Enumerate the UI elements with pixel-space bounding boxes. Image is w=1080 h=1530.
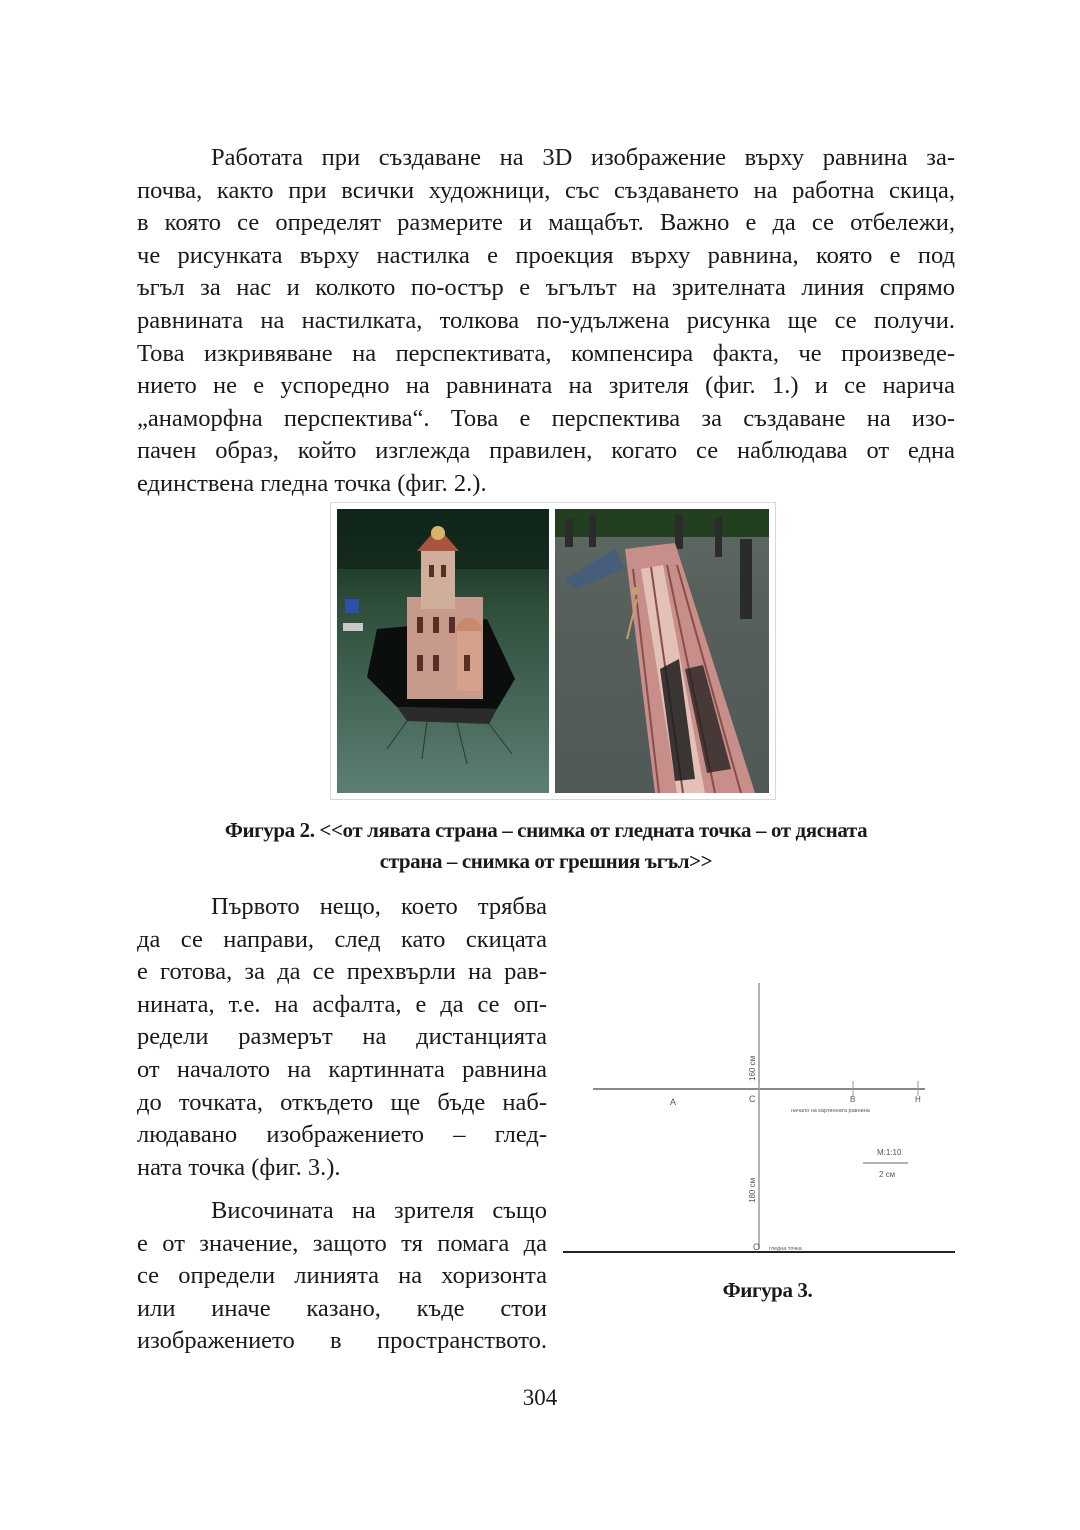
point-c-label: C (749, 1094, 756, 1104)
figure-2-photos (330, 502, 776, 800)
text-line: или иначе казано, къде стои (137, 1294, 547, 1322)
text-line: почва, както при всички художници, със създаването на работна скица, (137, 176, 955, 204)
text-line: Височината на зрителя също (211, 1197, 547, 1224)
caption-line: Фигура 2. <<от лявата страна – снимка от гледната точка – от дясната (224, 818, 868, 842)
figure-2-caption (137, 815, 955, 877)
scale-label: М:1:10 (877, 1148, 902, 1157)
paragraph-intro (137, 142, 955, 501)
text-line: че рисунката върху настилка е проекция върху равнина, която е под (137, 241, 955, 269)
viewpoint-label: гледна точка (769, 1246, 802, 1252)
text-line: в която се определят размерите и мащабът. Важно е да се отбележи, (137, 209, 955, 237)
text-line: „анаморфна перспектива“. Това е перспектива за създаване на изо- (137, 404, 955, 432)
photo-wrong-angle (555, 509, 769, 793)
text-line: до точката, откъдето ще бъде наб- (137, 1088, 547, 1116)
text-line: изображението в пространството. (137, 1327, 547, 1355)
text-line: единствена гледна точка (фиг. 2.). (137, 469, 487, 497)
point-a-label: A (670, 1097, 677, 1107)
text-line: Първото нещо, което трябва (211, 893, 547, 920)
caption-line: страна – снимка от грешния ъгъл>> (379, 849, 713, 873)
text-line: ната точка (фиг. 3.). (137, 1153, 341, 1181)
viewpoint-o-label: O (753, 1242, 761, 1252)
text-line: равнината на настилката, толкова по-удължена рисунка ще се получи. (137, 306, 955, 334)
text-line: Работата при създаване на 3D изображение върху равнина за- (211, 144, 955, 171)
text-line: нината, т.е. на асфалта, е да се оп- (137, 990, 547, 1018)
figure-3-caption: Фигура 3. (722, 1278, 813, 1302)
text-line: е от значение, защото тя помага да (137, 1229, 547, 1257)
text-line: от началото на картинната равнина (137, 1055, 547, 1083)
text-line: пачен образ, който изглежда правилен, когато се наблюдава от една (137, 437, 955, 465)
text-line: нието не е успоредно на равнината на зрителя (фиг. 1.) и се нарича (137, 372, 955, 400)
text-line: е готова, за да се прехвърли на рав- (137, 958, 547, 986)
text-line: се определи линията на хоризонта (137, 1262, 547, 1290)
text-line: да се направи, след като скицата (137, 925, 547, 953)
text-line: людавано изображението – глед- (137, 1121, 547, 1149)
dimension-bottom-label: 180 см (748, 1177, 757, 1203)
page-number: 304 (522, 1385, 558, 1410)
paragraph-height (137, 1195, 547, 1358)
figure-3-diagram (563, 963, 955, 1258)
point-h-label: H (915, 1095, 921, 1104)
text-line: редели размерът на дистанцията (137, 1023, 547, 1051)
paragraph-distance (137, 891, 547, 1184)
picture-plane-label: начало на картинната равнина (791, 1108, 870, 1114)
point-b-label: B (850, 1095, 856, 1104)
dimension-top-label: 160 см (748, 1055, 757, 1081)
text-line: Това изкривяване на перспективата, компенсира факта, че произведе- (137, 339, 955, 367)
photo-viewpoint (337, 509, 549, 793)
scale-unit-label: 2 см (879, 1170, 896, 1179)
text-line: ъгъл за нас и колкото по-остър е ъгълът на зрителната линия спрямо (137, 274, 955, 302)
